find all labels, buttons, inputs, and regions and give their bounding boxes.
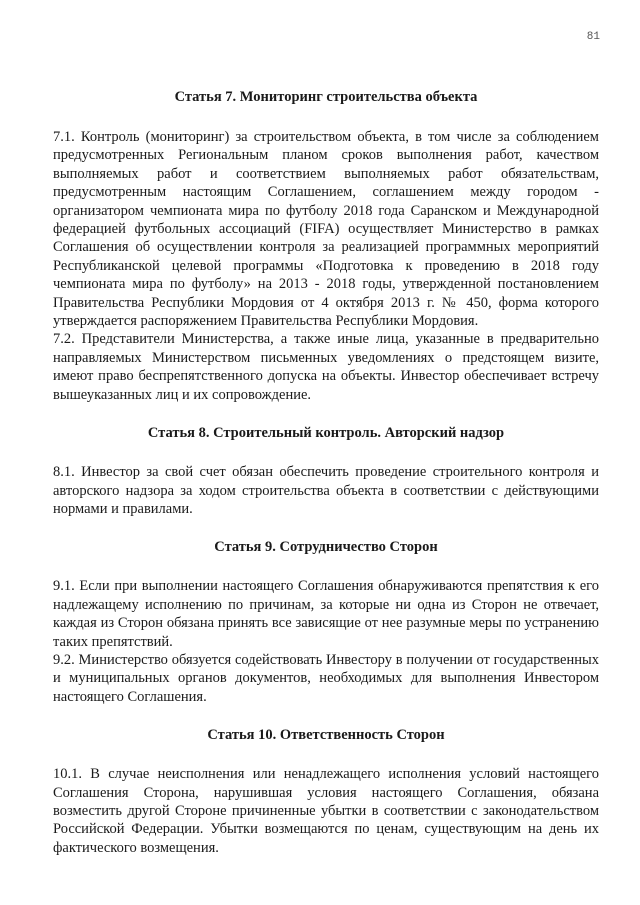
document-body bbox=[53, 88, 599, 877]
article-title: Статья 9. Сотрудничество Сторон bbox=[214, 539, 438, 556]
article-title: Статья 10. Ответственность Сторон bbox=[207, 727, 445, 744]
clause-7-1: 7.1. Контроль (мониторинг) за строительством объекта, в том числе за соблюдением предусмотренных Региональным планом сроков выполнения работ, качеством выполняемых работ и соответствием выполняемых работ обязательствам, предусмотренным настоящим Соглашением, соглашением между городом - организатором чемпионата мира по футболу 2018 года Саранском и Международной федерацией футбольных ассоциаций (FIFA) осуществляет Министерство в рамках Соглашения об осуществлении контроля за реализацией программных мероприятий Республиканской целевой программы «Подготовка к проведению в 2018 году чемпионата мира по футболу» на 2013 - 2018 годы, утвержденной постановлением Правительства Республики Мордовия от 4 октября 2013 г. № 450, форма которого утверждается распоряжением Правительства Республики Мордовия. bbox=[53, 129, 599, 330]
page-number: 81 bbox=[586, 31, 600, 43]
article-8 bbox=[53, 424, 599, 518]
article-10 bbox=[53, 726, 599, 857]
article-title: Статья 7. Мониторинг строительства объекта bbox=[174, 89, 478, 105]
article-9 bbox=[53, 538, 599, 706]
article-7 bbox=[53, 88, 599, 404]
clause-9-1: 9.1. Если при выполнении настоящего Соглашения обнаруживаются препятствия к его надлежащему исполнению по причинам, за которые ни одна из Сторон не отвечает, каждая из Сторон обязана принять все зависящие от нее разумные меры по устранению таких препятствий. bbox=[53, 578, 599, 650]
clause-10-1: 10.1. В случае неисполнения или ненадлежащего исполнения условий настоящего Соглашения Сторона, нарушившая условия настоящего Соглашения, обязана возместить другой Стороне причиненные убытки в соответствии с законодательством Российской Федерации. Убытки возмещаются по ценам, существующим на день их фактического возмещения. bbox=[53, 766, 599, 856]
clause-8-1: 8.1. Инвестор за свой счет обязан обеспечить проведение строительного контроля и авторского надзора за ходом строительства объекта в соответствии с действующими нормами и правилами. bbox=[53, 464, 599, 517]
clause-9-2: 9.2. Министерство обязуется содействовать Инвестору в получении от государственных и муниципальных органов документов, необходимых для выполнения Инвестором настоящего Соглашения. bbox=[53, 651, 599, 705]
clause-7-2: 7.2. Представители Министерства, а также иные лица, указанные в предварительно направляемых Министерством письменных уведомлениях о предстоящем визите, имеют право беспрепятственного допуска на объекты. Инвестор обеспечивает встречу вышеуказанных лиц и их сопровождение. bbox=[53, 331, 599, 403]
article-title: Статья 8. Строительный контроль. Авторский надзор bbox=[147, 425, 505, 442]
